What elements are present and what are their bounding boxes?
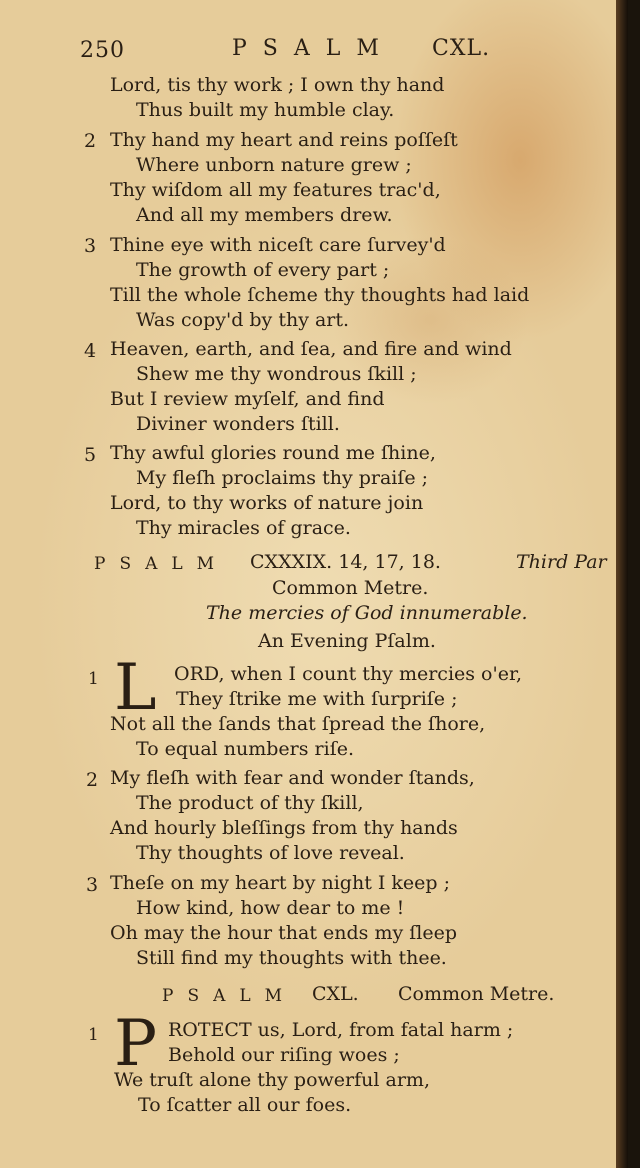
verse-line: Still find my thoughts with thee. xyxy=(136,947,447,969)
verse-line: And hourly bleſſings from thy hands xyxy=(110,817,458,839)
verse-line: To ſcatter all our foes. xyxy=(138,1094,352,1116)
drop-cap: P xyxy=(114,1007,158,1081)
verse-line: Lord, tis thy work ; I own thy hand xyxy=(110,74,445,96)
verse-line: Thy thoughts of love reveal. xyxy=(136,842,405,864)
verse-line: But I review myſelf, and find xyxy=(110,388,385,410)
verse-line: Thy hand my heart and reins poſſeſt xyxy=(110,129,458,151)
verse-line: Thy wiſdom all my features trac'd, xyxy=(110,179,441,201)
psalm-part: Third Par xyxy=(516,551,607,573)
verse-number: 1 xyxy=(88,1025,99,1045)
psalm-heading: PSALM xyxy=(94,554,229,574)
verse-line: And all my members drew. xyxy=(136,204,393,226)
verse-line: Thine eye with niceſt care ſurvey'd xyxy=(110,234,446,256)
verse-line: We truſt alone thy powerful arm, xyxy=(114,1069,430,1091)
verse-line: How kind, how dear to me ! xyxy=(136,897,405,919)
verse-line: The product of thy ſkill, xyxy=(136,792,364,814)
verse-line: Oh may the hour that ends my ſleep xyxy=(110,922,458,944)
verse-line: Thy miracles of grace. xyxy=(136,517,351,539)
verse-line: They ſtrike me with ſurpriſe ; xyxy=(176,688,458,710)
verse-line: My fleſh proclaims thy praiſe ; xyxy=(136,467,429,489)
verse-line: ORD, when I count thy mercies o'er, xyxy=(174,663,522,685)
verse-line: Was copy'd by thy art. xyxy=(136,309,350,331)
verse-number: 1 xyxy=(88,669,99,689)
verse-number: 3 xyxy=(84,235,97,257)
verse-number: 3 xyxy=(86,874,99,896)
verse-line: ROTECT us, Lord, from fatal harm ; xyxy=(168,1019,514,1041)
running-header-number: CXL. xyxy=(432,36,491,61)
verse-line: Heaven, earth, and ſea, and fire and wind xyxy=(110,338,512,360)
verse-line: My fleſh with fear and wonder ſtands, xyxy=(110,767,475,789)
verse-number: 4 xyxy=(84,340,97,362)
page-binding-edge xyxy=(616,0,628,1168)
verse-line: Where unborn nature grew ; xyxy=(136,154,412,176)
verse-line: Till the whole ſcheme thy thoughts had laid xyxy=(110,284,530,306)
drop-cap: L xyxy=(114,651,157,725)
verse-line: The growth of every part ; xyxy=(136,259,390,281)
verse-line: Not all the ſands that ſpread the ſhore, xyxy=(110,713,486,735)
psalm-reference: CXXXIX. 14, 17, 18. xyxy=(250,551,441,573)
psalm-heading: PSALM xyxy=(162,986,297,1006)
psalm-occasion: An Evening Pſalm. xyxy=(258,630,436,652)
verse-line: Thy awful glories round me ſhine, xyxy=(110,442,436,464)
page-number: 250 xyxy=(80,38,125,63)
verse-line: Shew me thy wondrous ſkill ; xyxy=(136,363,417,385)
verse-line: Thus built my humble clay. xyxy=(136,99,395,121)
verse-line: Behold our riſing woes ; xyxy=(168,1044,400,1066)
verse-number: 2 xyxy=(84,130,97,152)
metre-label: Common Metre. xyxy=(398,983,555,1005)
verse-number: 2 xyxy=(86,769,99,791)
metre-label: Common Metre. xyxy=(272,577,429,599)
running-header-psalm: PSALM xyxy=(232,36,395,61)
verse-line: Theſe on my heart by night I keep ; xyxy=(110,872,451,894)
verse-line: Lord, to thy works of nature join xyxy=(110,492,424,514)
verse-number: 5 xyxy=(84,444,97,466)
psalm-subtitle: The mercies of God innumerable. xyxy=(206,602,528,624)
psalm-reference: CXL. xyxy=(312,983,359,1005)
verse-line: Diviner wonders ſtill. xyxy=(136,413,340,435)
verse-line: To equal numbers riſe. xyxy=(136,738,355,760)
